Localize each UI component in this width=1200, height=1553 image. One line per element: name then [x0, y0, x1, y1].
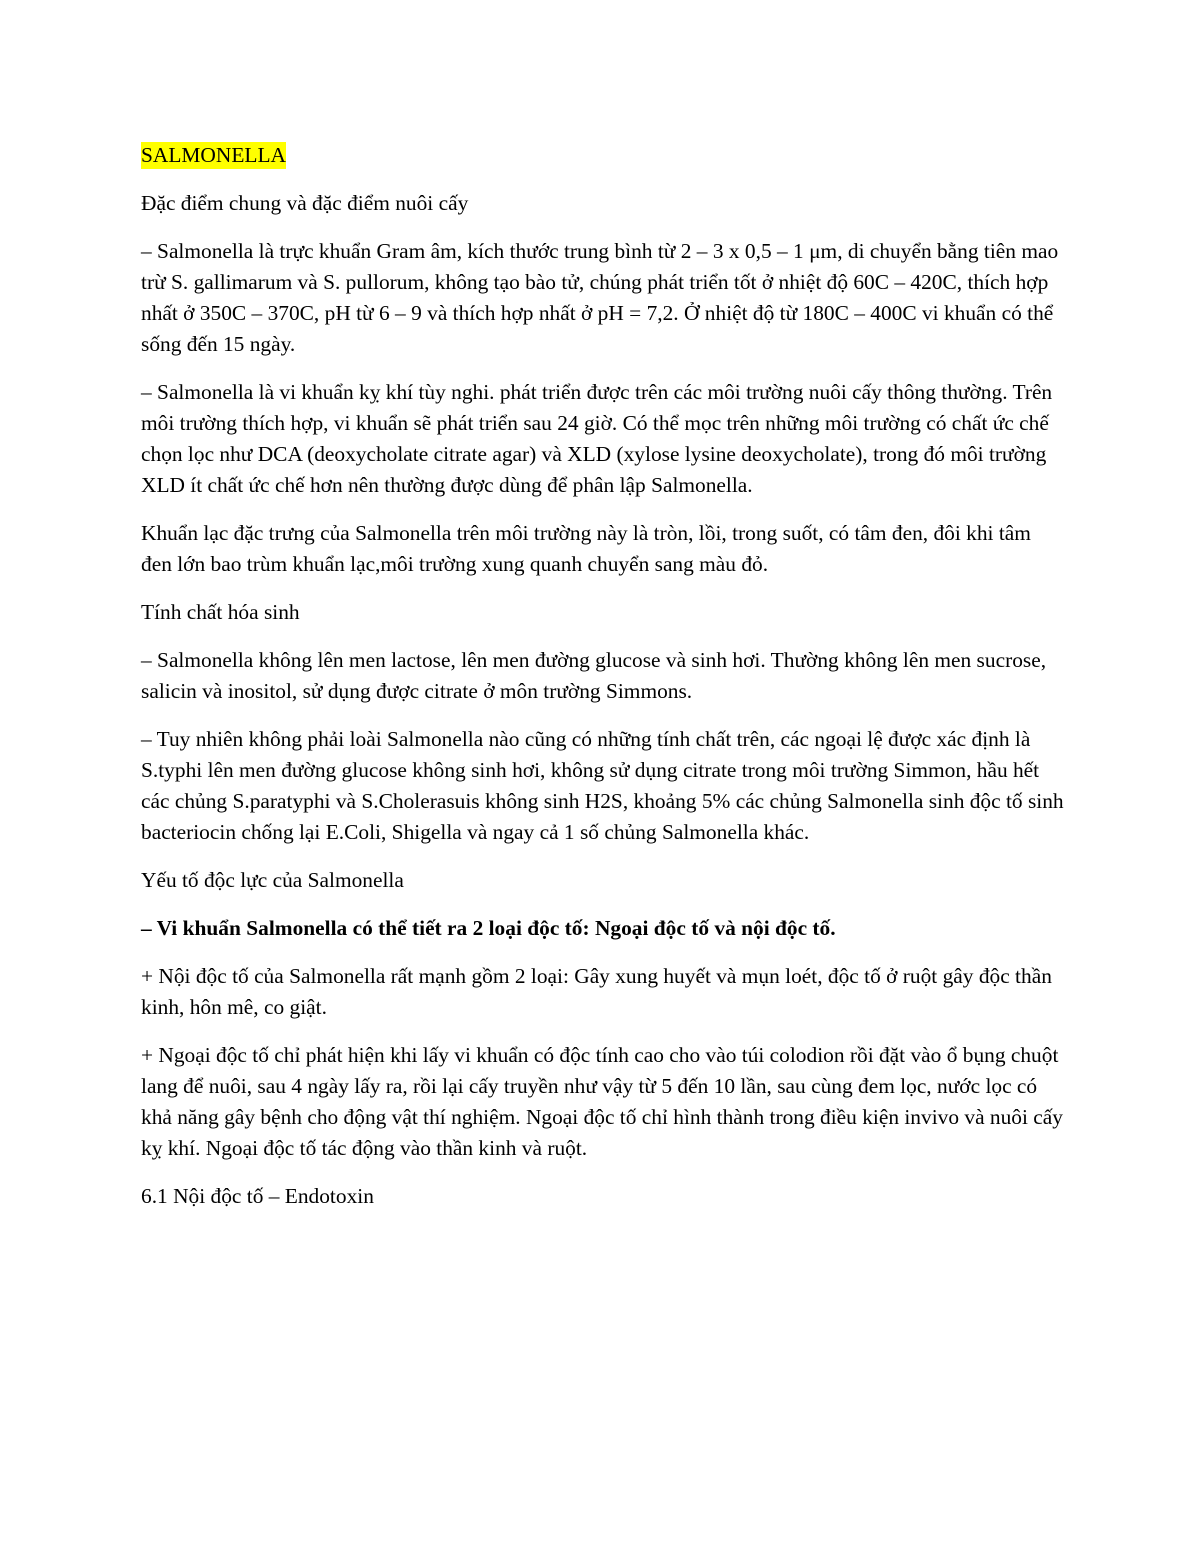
section-heading-general: Đặc điểm chung và đặc điểm nuôi cấy [141, 191, 469, 215]
paragraph-culture: – Salmonella là vi khuẩn kỵ khí tùy nghi. phát triển được trên các môi trường nuôi cấy thông thường. Trên môi trường thích hợp, vi khuẩn sẽ phát triển sau 24 giờ. Có thể mọc trên những môi trường có chất ức chế chọn lọc như DCA (deoxycholate citrate agar) và XLD (xylose lysine deoxycholate), trong đó môi trường XLD ít chất ức chế hơn nên thường được dùng để phân lập Salmonella. [141, 380, 1053, 497]
paragraph-endotoxin: + Nội độc tố của Salmonella rất mạnh gồm 2 loại: Gây xung huyết và mụn loét, độc tố ở ruột gây độc thần kinh, hôn mê, co giật. [141, 964, 1052, 1019]
paragraph-toxins-bold: – Vi khuẩn Salmonella có thể tiết ra 2 loại độc tố: Ngoại độc tố và nội độc tố. [141, 916, 836, 940]
document-page [141, 140, 1066, 1229]
section-heading-biochemistry: Tính chất hóa sinh [141, 600, 300, 624]
section-heading-virulence: Yếu tố độc lực của Salmonella [141, 868, 404, 892]
document-title: SALMONELLA [141, 143, 286, 167]
paragraph-morphology: – Salmonella là trực khuẩn Gram âm, kích thước trung bình từ 2 – 3 x 0,5 – 1 μm, di chuyển bằng tiên mao trừ S. gallimarum và S. pullorum, không tạo bào tử, chúng phát triển tốt ở nhiệt độ 60C – 420C, thích hợp nhất ở 350C – 370C, pH từ 6 – 9 và thích hợp nhất ở pH = 7,2. Ở nhiệt độ từ 180C – 400C vi khuẩn có thể sống đến 15 ngày. [141, 239, 1059, 356]
section-heading-endotoxin: 6.1 Nội độc tố – Endotoxin [141, 1184, 374, 1208]
paragraph-fermentation: – Salmonella không lên men lactose, lên men đường glucose và sinh hơi. Thường không lên men sucrose, salicin và inositol, sử dụng được citrate ở môn trường Simmons. [141, 648, 1047, 703]
document-title-block [141, 140, 1066, 171]
paragraph-exotoxin: + Ngoại độc tố chỉ phát hiện khi lấy vi khuẩn có độc tính cao cho vào túi colodion rồi đặt vào ổ bụng chuột lang để nuôi, sau 4 ngày lấy ra, rồi lại cấy truyền như vậy từ 5 đến 10 lần, sau cùng đem lọc, nước lọc có khả năng gây bệnh cho động vật thí nghiệm. Ngoại độc tố chỉ hình thành trong điều kiện invivo và nuôi cấy kỵ khí. Ngoại độc tố tác động vào thần kinh và ruột. [141, 1043, 1063, 1160]
paragraph-colony: Khuẩn lạc đặc trưng của Salmonella trên môi trường này là tròn, lồi, trong suốt, có tâm đen, đôi khi tâm đen lớn bao trùm khuẩn lạc,môi trường xung quanh chuyển sang màu đỏ. [141, 521, 1031, 576]
paragraph-exceptions: – Tuy nhiên không phải loài Salmonella nào cũng có những tính chất trên, các ngoại lệ được xác định là S.typhi lên men đường glucose không sinh hơi, không sử dụng citrate trong môi trường Simmon, hầu hết các chủng S.paratyphi và S.Cholerasuis không sinh H2S, khoảng 5% các chủng Salmonella sinh độc tố sinh bacteriocin chống lại E.Coli, Shigella và ngay cả 1 số chủng Salmonella khác. [141, 727, 1064, 844]
